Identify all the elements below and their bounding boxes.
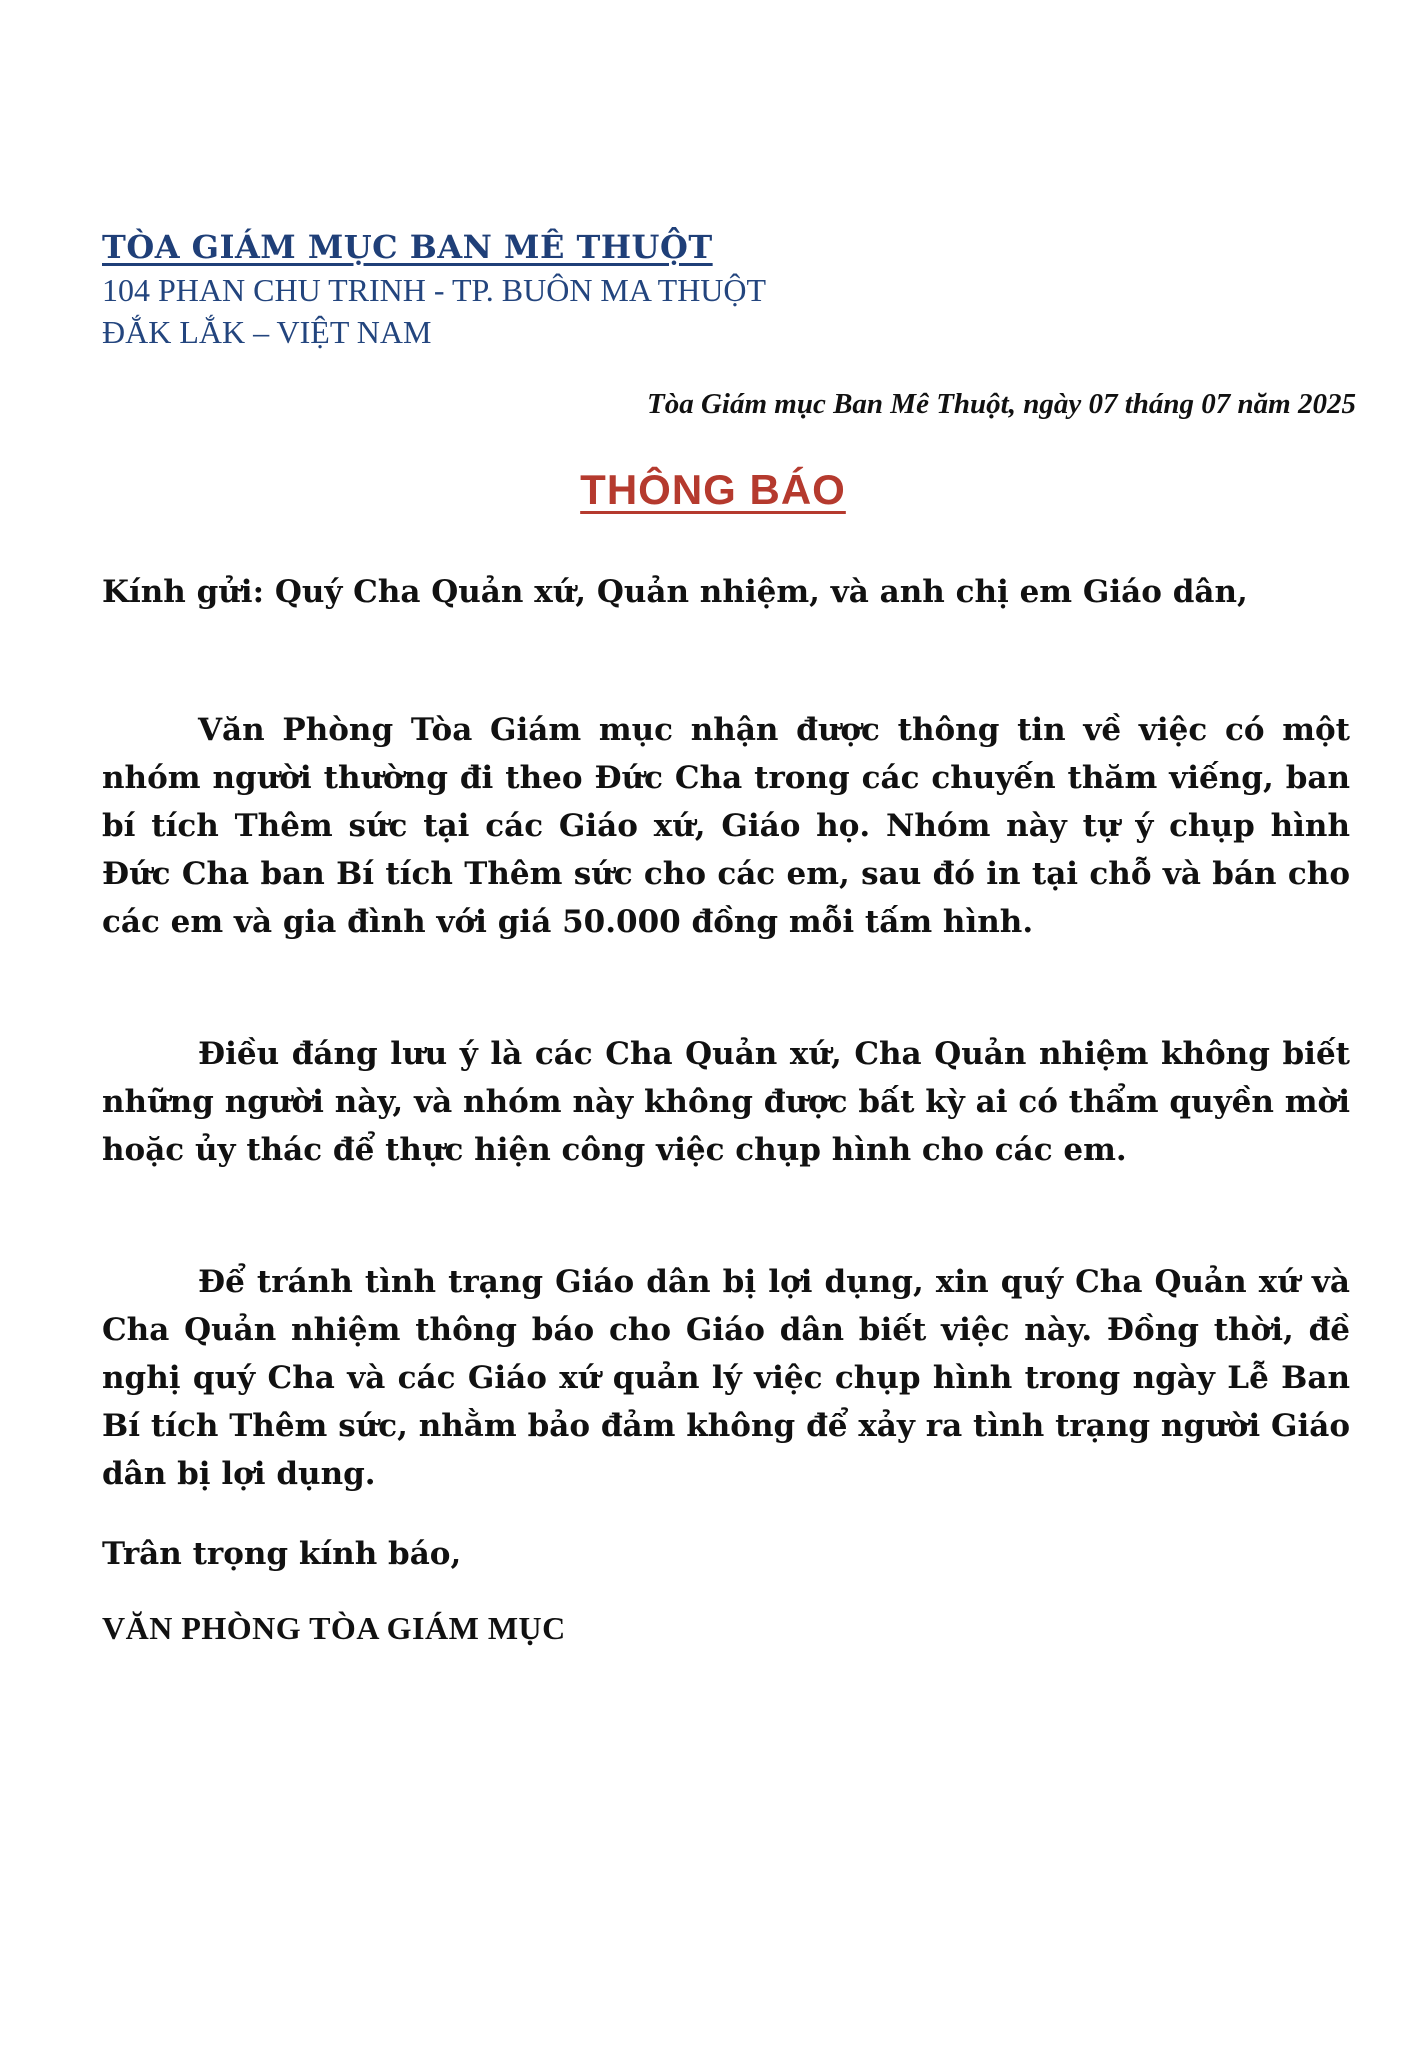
organization-address: 104 PHAN CHU TRINH - TP. BUÔN MA THUỘT — [102, 272, 767, 308]
salutation: Kính gửi: Quý Cha Quản xứ, Quản nhiệm, và anh chị em Giáo dân, — [102, 574, 1248, 610]
document-title — [0, 466, 1426, 514]
document-title-text: THÔNG BÁO — [580, 466, 846, 513]
signature-office: VĂN PHÒNG TÒA GIÁM MỤC — [102, 1610, 566, 1646]
organization-province: ĐẮK LẮK – VIỆT NAM — [102, 314, 432, 350]
paragraph-3: Để tránh tình trạng Giáo dân bị lợi dụng, xin quý Cha Quản xứ và Cha Quản nhiệm thông báo cho Giáo dân biết việc này. Đồng thời, đề nghị quý Cha và các Giáo xứ quản lý việc chụp hình trong ngày Lễ Ban Bí tích Thêm sức, nhằm bảo đảm không để xảy ra tình trạng người Giáo dân bị lợi dụng. — [102, 1264, 1350, 1492]
organization-name: TÒA GIÁM MỤC BAN MÊ THUỘT — [102, 228, 713, 266]
paragraph-2: Điều đáng lưu ý là các Cha Quản xứ, Cha Quản nhiệm không biết những người này, và nhóm này không được bất kỳ ai có thẩm quyền mời hoặc ủy thác để thực hiện công việc chụp hình cho các em. — [102, 1036, 1350, 1168]
paragraph-1: Văn Phòng Tòa Giám mục nhận được thông tin về việc có một nhóm người thường đi theo Đức Cha trong các chuyến thăm viếng, ban bí tích Thêm sức tại các Giáo xứ, Giáo họ. Nhóm này tự ý chụp hình Đức Cha ban Bí tích Thêm sức cho các em, sau đó in tại chỗ và bán cho các em và gia đình với giá 50.000 đồng mỗi tấm hình. — [102, 712, 1350, 940]
date-line: Tòa Giám mục Ban Mê Thuột, ngày 07 tháng 07 năm 2025 — [647, 388, 1356, 420]
closing-line: Trân trọng kính báo, — [102, 1536, 462, 1572]
